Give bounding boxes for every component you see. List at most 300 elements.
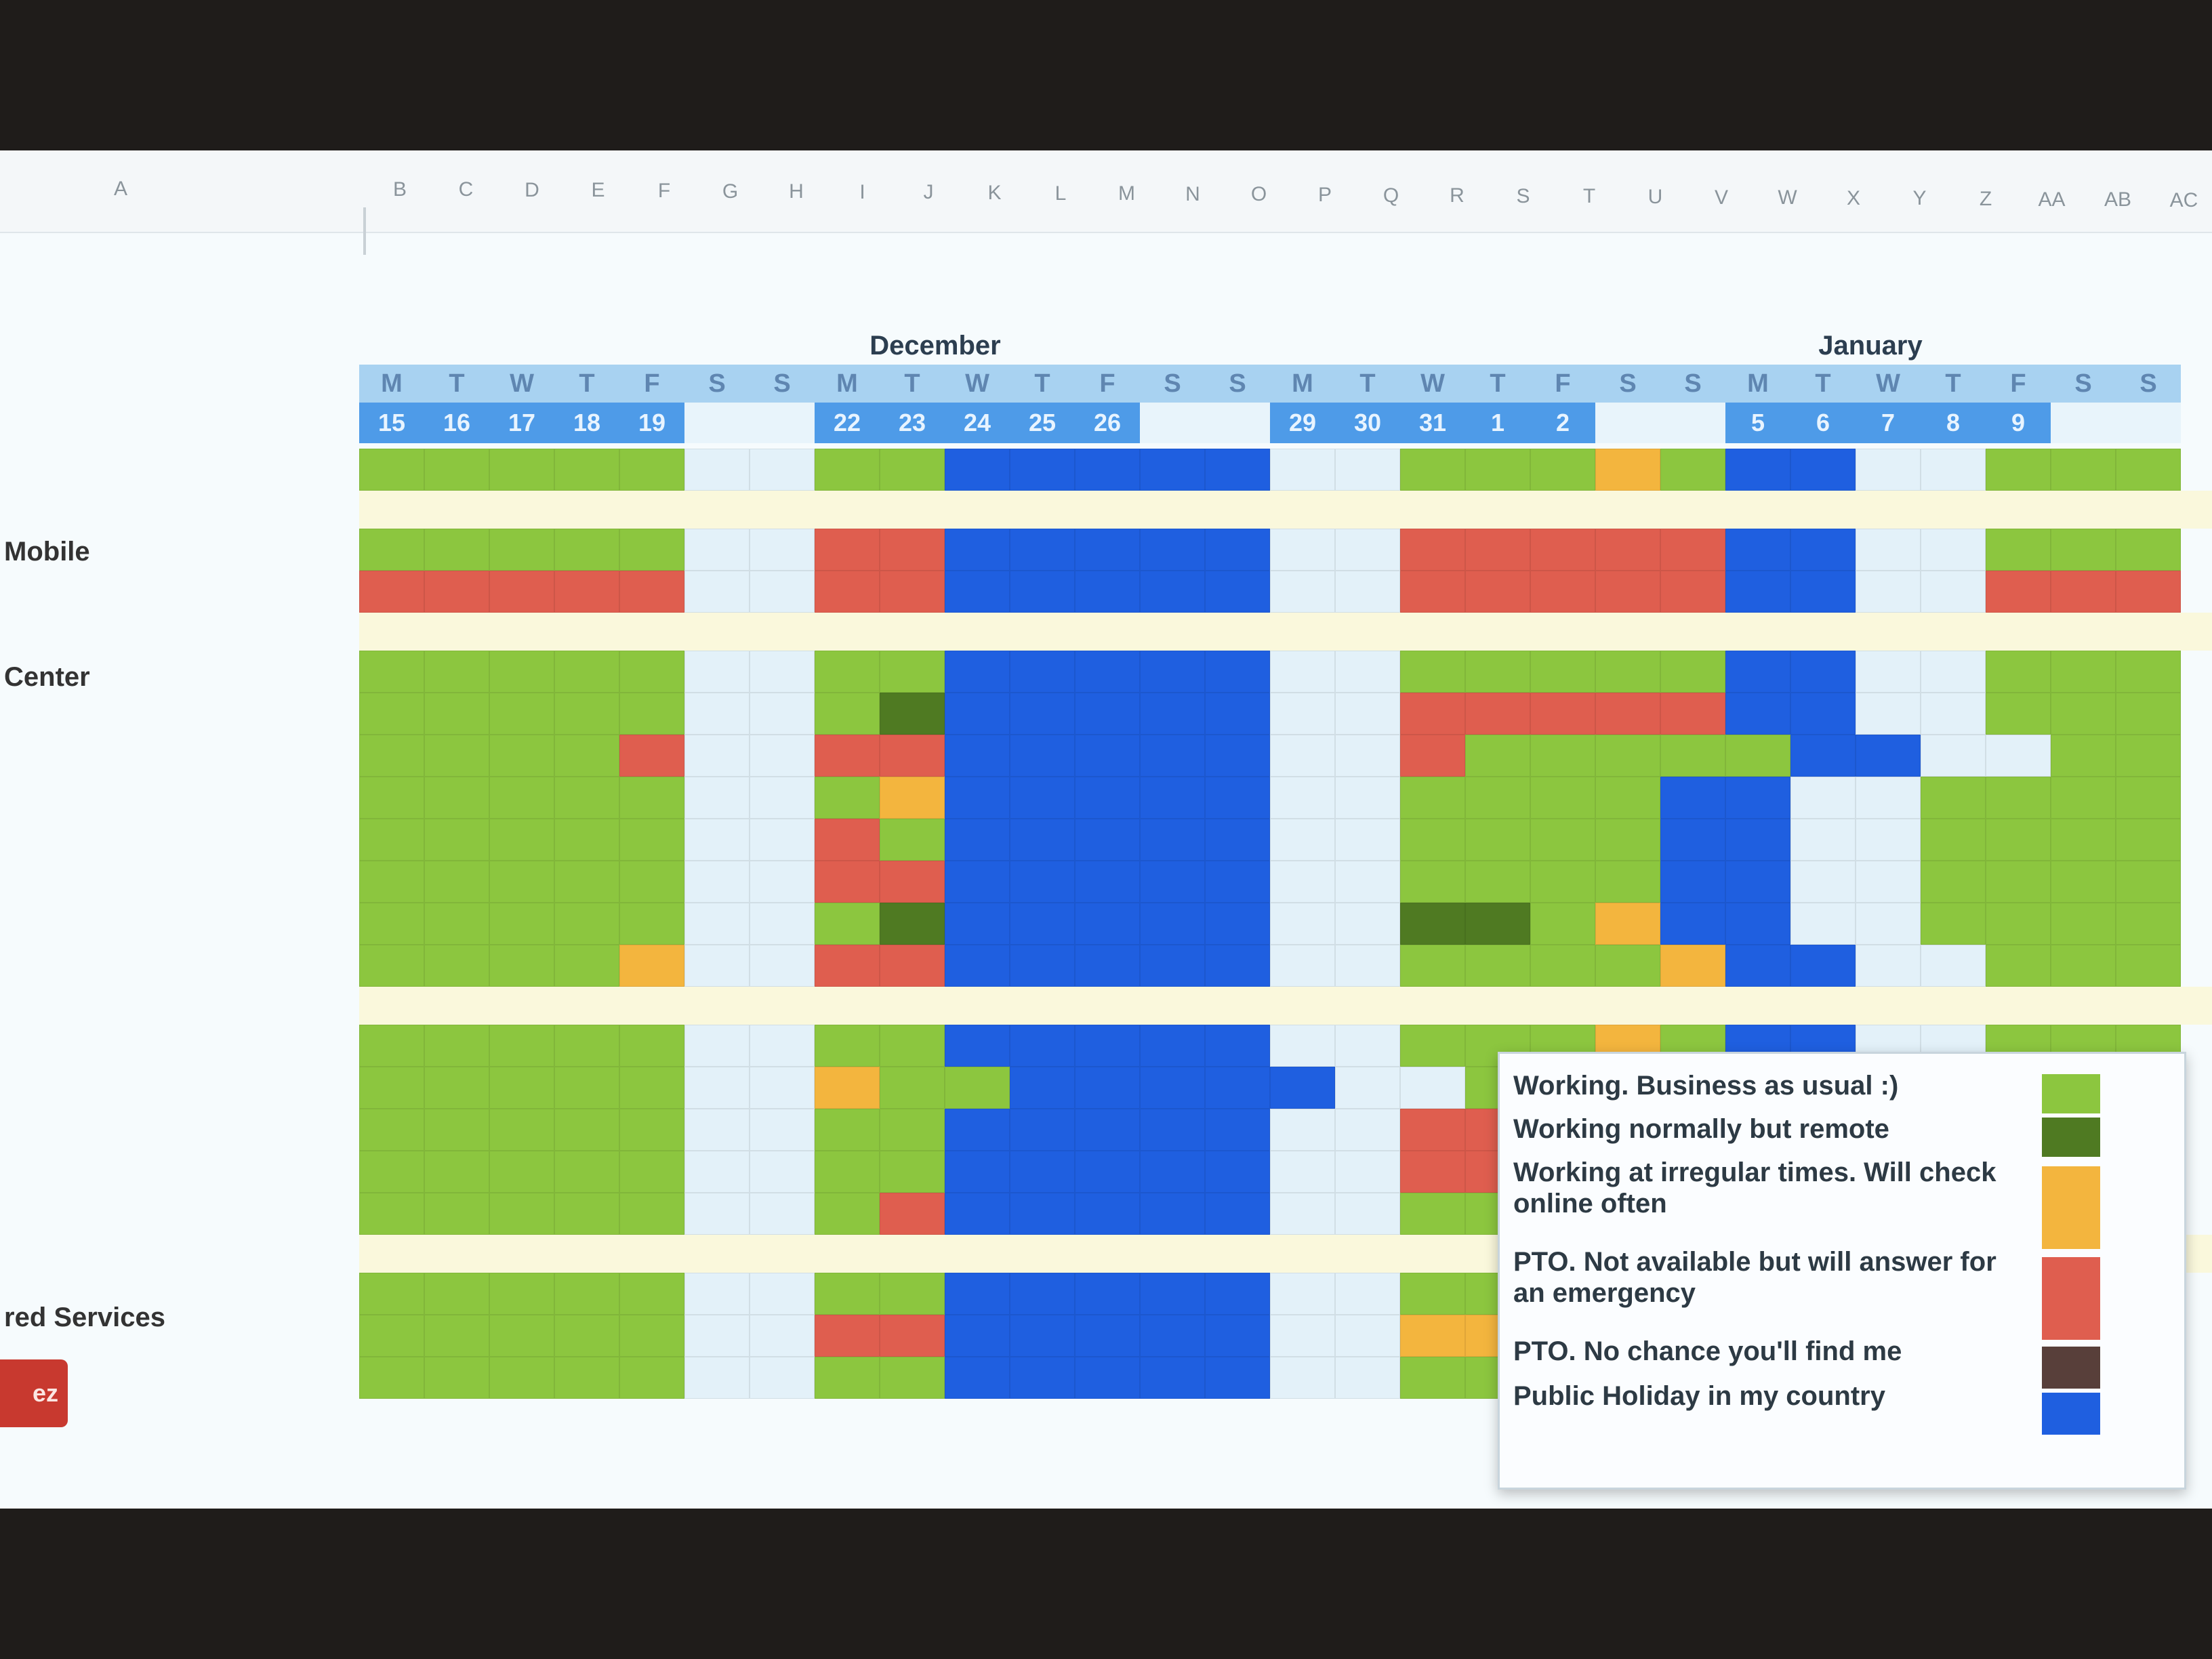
availability-cell[interactable] (945, 1025, 1010, 1067)
availability-cell[interactable] (945, 693, 1010, 735)
availability-cell[interactable] (1921, 571, 1986, 613)
availability-cell[interactable] (489, 1067, 554, 1109)
availability-cell[interactable] (424, 449, 489, 491)
availability-cell[interactable] (554, 1025, 619, 1067)
column-header-i[interactable]: I (859, 180, 865, 203)
column-header-a[interactable]: A (113, 178, 127, 200)
availability-cell[interactable] (489, 1109, 554, 1151)
availability-cell[interactable] (1400, 693, 1465, 735)
availability-cell[interactable] (750, 1109, 815, 1151)
availability-cell[interactable] (619, 861, 684, 903)
availability-cell[interactable] (880, 1273, 945, 1315)
availability-cell[interactable] (359, 1315, 424, 1357)
availability-cell[interactable] (2116, 945, 2181, 987)
availability-cell[interactable] (1465, 693, 1530, 735)
column-header-w[interactable]: W (1778, 186, 1797, 209)
availability-cell[interactable] (1725, 651, 1790, 693)
column-header-ac[interactable]: AC (2169, 188, 2198, 211)
availability-cell[interactable] (1465, 449, 1530, 491)
availability-cell[interactable] (880, 1067, 945, 1109)
availability-cell[interactable] (1660, 449, 1725, 491)
availability-cell[interactable] (945, 1357, 1010, 1399)
availability-cell[interactable] (1205, 1067, 1270, 1109)
availability-cell[interactable] (359, 1151, 424, 1193)
availability-cell[interactable] (1075, 1315, 1140, 1357)
availability-cell[interactable] (1790, 529, 1856, 571)
availability-cell[interactable] (424, 903, 489, 945)
availability-cell[interactable] (1660, 861, 1725, 903)
availability-cell[interactable] (424, 1025, 489, 1067)
availability-cell[interactable] (619, 1109, 684, 1151)
availability-cell[interactable] (1010, 449, 1075, 491)
availability-cell[interactable] (619, 1315, 684, 1357)
availability-cell[interactable] (1921, 945, 1986, 987)
availability-cell[interactable] (554, 1109, 619, 1151)
availability-cell[interactable] (1270, 1025, 1335, 1067)
availability-cell[interactable] (359, 1273, 424, 1315)
availability-cell[interactable] (1140, 945, 1205, 987)
availability-cell[interactable] (554, 571, 619, 613)
availability-cell[interactable] (684, 1357, 750, 1399)
availability-cell[interactable] (1725, 693, 1790, 735)
availability-cell[interactable] (359, 571, 424, 613)
availability-cell[interactable] (1725, 449, 1790, 491)
availability-cell[interactable] (815, 693, 880, 735)
availability-cell[interactable] (1921, 735, 1986, 777)
availability-cell[interactable] (1400, 651, 1465, 693)
availability-cell[interactable] (750, 1315, 815, 1357)
availability-cell[interactable] (1140, 651, 1205, 693)
availability-cell[interactable] (750, 693, 815, 735)
availability-cell[interactable] (489, 1315, 554, 1357)
availability-cell[interactable] (1335, 1109, 1400, 1151)
availability-cell[interactable] (1270, 1151, 1335, 1193)
availability-cell[interactable] (1530, 903, 1595, 945)
availability-cell[interactable] (945, 945, 1010, 987)
availability-cell[interactable] (1140, 1151, 1205, 1193)
availability-cell[interactable] (1790, 903, 1856, 945)
availability-cell[interactable] (815, 1067, 880, 1109)
availability-cell[interactable] (554, 651, 619, 693)
availability-cell[interactable] (815, 1109, 880, 1151)
availability-cell[interactable] (880, 1109, 945, 1151)
availability-cell[interactable] (684, 1109, 750, 1151)
availability-cell[interactable] (489, 819, 554, 861)
availability-cell[interactable] (1205, 1357, 1270, 1399)
availability-cell[interactable] (1270, 449, 1335, 491)
availability-cell[interactable] (1725, 529, 1790, 571)
availability-cell[interactable] (1921, 529, 1986, 571)
availability-cell[interactable] (1205, 777, 1270, 819)
availability-cell[interactable] (1595, 693, 1660, 735)
availability-cell[interactable] (684, 903, 750, 945)
availability-cell[interactable] (1595, 529, 1660, 571)
availability-cell[interactable] (815, 735, 880, 777)
availability-cell[interactable] (1790, 861, 1856, 903)
availability-cell[interactable] (945, 651, 1010, 693)
availability-cell[interactable] (880, 693, 945, 735)
availability-cell[interactable] (2116, 861, 2181, 903)
availability-cell[interactable] (554, 777, 619, 819)
availability-cell[interactable] (815, 1315, 880, 1357)
availability-cell[interactable] (1465, 529, 1530, 571)
availability-cell[interactable] (1205, 1273, 1270, 1315)
availability-cell[interactable] (1400, 945, 1465, 987)
availability-cell[interactable] (1790, 571, 1856, 613)
availability-cell[interactable] (554, 1357, 619, 1399)
availability-cell[interactable] (359, 449, 424, 491)
availability-cell[interactable] (359, 945, 424, 987)
availability-cell[interactable] (1270, 903, 1335, 945)
availability-cell[interactable] (1986, 651, 2051, 693)
availability-cell[interactable] (424, 651, 489, 693)
availability-cell[interactable] (1986, 693, 2051, 735)
availability-cell[interactable] (1400, 529, 1465, 571)
availability-cell[interactable] (1725, 861, 1790, 903)
availability-cell[interactable] (1530, 651, 1595, 693)
availability-cell[interactable] (619, 571, 684, 613)
availability-cell[interactable] (2116, 571, 2181, 613)
availability-cell[interactable] (750, 777, 815, 819)
availability-cell[interactable] (554, 529, 619, 571)
availability-cell[interactable] (1856, 735, 1921, 777)
availability-cell[interactable] (684, 945, 750, 987)
column-header-h[interactable]: H (789, 180, 804, 203)
availability-cell[interactable] (880, 1315, 945, 1357)
availability-cell[interactable] (684, 819, 750, 861)
availability-cell[interactable] (750, 1193, 815, 1235)
availability-cell[interactable] (1790, 945, 1856, 987)
availability-cell[interactable] (945, 571, 1010, 613)
column-header-z[interactable]: Z (1979, 188, 1992, 210)
column-header-u[interactable]: U (1647, 186, 1663, 208)
availability-cell[interactable] (1270, 735, 1335, 777)
availability-cell[interactable] (1205, 449, 1270, 491)
availability-cell[interactable] (1986, 449, 2051, 491)
availability-cell[interactable] (1010, 1273, 1075, 1315)
column-header-j[interactable]: J (923, 181, 934, 204)
availability-cell[interactable] (1335, 735, 1400, 777)
availability-cell[interactable] (1010, 571, 1075, 613)
availability-cell[interactable] (1010, 529, 1075, 571)
availability-cell[interactable] (1465, 861, 1530, 903)
availability-cell[interactable] (554, 819, 619, 861)
availability-cell[interactable] (619, 1357, 684, 1399)
availability-cell[interactable] (750, 819, 815, 861)
availability-cell[interactable] (1270, 861, 1335, 903)
availability-cell[interactable] (489, 571, 554, 613)
availability-cell[interactable] (1921, 861, 1986, 903)
availability-cell[interactable] (750, 1357, 815, 1399)
availability-cell[interactable] (1075, 1193, 1140, 1235)
column-header-v[interactable]: V (1714, 186, 1728, 209)
availability-cell[interactable] (1270, 777, 1335, 819)
availability-cell[interactable] (684, 1025, 750, 1067)
availability-cell[interactable] (554, 1151, 619, 1193)
availability-cell[interactable] (1205, 571, 1270, 613)
availability-cell[interactable] (1010, 1109, 1075, 1151)
availability-cell[interactable] (489, 1357, 554, 1399)
availability-cell[interactable] (815, 819, 880, 861)
availability-cell[interactable] (1986, 903, 2051, 945)
availability-cell[interactable] (1595, 903, 1660, 945)
availability-cell[interactable] (489, 735, 554, 777)
availability-cell[interactable] (684, 693, 750, 735)
availability-cell[interactable] (554, 861, 619, 903)
availability-cell[interactable] (1400, 1273, 1465, 1315)
column-header-d[interactable]: D (525, 178, 539, 201)
availability-cell[interactable] (359, 1025, 424, 1067)
availability-cell[interactable] (359, 903, 424, 945)
availability-cell[interactable] (1205, 861, 1270, 903)
availability-cell[interactable] (619, 903, 684, 945)
availability-cell[interactable] (424, 529, 489, 571)
availability-cell[interactable] (1075, 777, 1140, 819)
availability-cell[interactable] (1205, 529, 1270, 571)
availability-cell[interactable] (1335, 1315, 1400, 1357)
availability-cell[interactable] (1790, 693, 1856, 735)
availability-cell[interactable] (815, 1357, 880, 1399)
availability-cell[interactable] (945, 1273, 1010, 1315)
availability-cell[interactable] (359, 1357, 424, 1399)
availability-cell[interactable] (1856, 651, 1921, 693)
availability-cell[interactable] (1790, 651, 1856, 693)
availability-cell[interactable] (2051, 777, 2116, 819)
availability-cell[interactable] (1075, 449, 1140, 491)
availability-cell[interactable] (1335, 529, 1400, 571)
availability-cell[interactable] (880, 651, 945, 693)
availability-cell[interactable] (1270, 1315, 1335, 1357)
availability-cell[interactable] (1270, 1273, 1335, 1315)
column-header-n[interactable]: N (1185, 182, 1200, 205)
availability-cell[interactable] (945, 1067, 1010, 1109)
availability-cell[interactable] (424, 1151, 489, 1193)
availability-cell[interactable] (489, 777, 554, 819)
availability-cell[interactable] (1010, 651, 1075, 693)
availability-cell[interactable] (619, 735, 684, 777)
availability-cell[interactable] (815, 1025, 880, 1067)
availability-cell[interactable] (1660, 735, 1725, 777)
availability-cell[interactable] (1140, 1193, 1205, 1235)
availability-cell[interactable] (1010, 819, 1075, 861)
availability-cell[interactable] (1725, 571, 1790, 613)
availability-cell[interactable] (1595, 651, 1660, 693)
availability-cell[interactable] (619, 1067, 684, 1109)
availability-cell[interactable] (1465, 735, 1530, 777)
availability-cell[interactable] (945, 777, 1010, 819)
availability-cell[interactable] (684, 651, 750, 693)
availability-cell[interactable] (2051, 903, 2116, 945)
availability-cell[interactable] (1660, 945, 1725, 987)
availability-cell[interactable] (750, 735, 815, 777)
availability-cell[interactable] (554, 903, 619, 945)
availability-cell[interactable] (2051, 651, 2116, 693)
availability-cell[interactable] (1335, 693, 1400, 735)
availability-cell[interactable] (880, 1357, 945, 1399)
availability-cell[interactable] (1856, 693, 1921, 735)
availability-cell[interactable] (1595, 945, 1660, 987)
availability-cell[interactable] (1270, 945, 1335, 987)
availability-cell[interactable] (554, 945, 619, 987)
availability-cell[interactable] (880, 903, 945, 945)
availability-cell[interactable] (424, 571, 489, 613)
availability-cell[interactable] (1010, 735, 1075, 777)
availability-cell[interactable] (750, 651, 815, 693)
availability-cell[interactable] (1986, 777, 2051, 819)
availability-cell[interactable] (424, 1273, 489, 1315)
availability-cell[interactable] (1205, 819, 1270, 861)
availability-cell[interactable] (1335, 1193, 1400, 1235)
availability-cell[interactable] (1400, 1151, 1465, 1193)
availability-cell[interactable] (1530, 571, 1595, 613)
availability-cell[interactable] (1140, 903, 1205, 945)
availability-cell[interactable] (1075, 571, 1140, 613)
availability-cell[interactable] (945, 1151, 1010, 1193)
column-header-m[interactable]: M (1118, 182, 1135, 205)
availability-cell[interactable] (1335, 945, 1400, 987)
availability-cell[interactable] (1335, 1273, 1400, 1315)
availability-cell[interactable] (619, 1273, 684, 1315)
availability-cell[interactable] (1400, 861, 1465, 903)
availability-cell[interactable] (619, 651, 684, 693)
availability-cell[interactable] (684, 735, 750, 777)
availability-cell[interactable] (1010, 1151, 1075, 1193)
availability-cell[interactable] (815, 571, 880, 613)
availability-cell[interactable] (1986, 735, 2051, 777)
availability-cell[interactable] (1986, 819, 2051, 861)
availability-cell[interactable] (1140, 1025, 1205, 1067)
availability-cell[interactable] (2116, 449, 2181, 491)
availability-cell[interactable] (359, 819, 424, 861)
availability-cell[interactable] (1075, 819, 1140, 861)
availability-cell[interactable] (1856, 903, 1921, 945)
availability-cell[interactable] (1921, 777, 1986, 819)
availability-cell[interactable] (424, 1109, 489, 1151)
availability-cell[interactable] (1270, 819, 1335, 861)
availability-cell[interactable] (684, 1151, 750, 1193)
availability-cell[interactable] (1205, 1109, 1270, 1151)
availability-cell[interactable] (2051, 529, 2116, 571)
availability-cell[interactable] (1140, 1273, 1205, 1315)
availability-cell[interactable] (1921, 819, 1986, 861)
availability-cell[interactable] (1660, 903, 1725, 945)
availability-cell[interactable] (1986, 571, 2051, 613)
availability-cell[interactable] (1660, 777, 1725, 819)
availability-cell[interactable] (1010, 693, 1075, 735)
availability-cell[interactable] (815, 777, 880, 819)
row-action-button[interactable]: ez (0, 1359, 68, 1427)
availability-cell[interactable] (489, 1273, 554, 1315)
availability-cell[interactable] (1530, 945, 1595, 987)
availability-cell[interactable] (1205, 903, 1270, 945)
availability-cell[interactable] (684, 571, 750, 613)
availability-cell[interactable] (1335, 861, 1400, 903)
availability-cell[interactable] (684, 449, 750, 491)
availability-cell[interactable] (1010, 945, 1075, 987)
availability-cell[interactable] (619, 693, 684, 735)
availability-cell[interactable] (489, 1151, 554, 1193)
availability-cell[interactable] (815, 945, 880, 987)
availability-cell[interactable] (1660, 693, 1725, 735)
column-header-l[interactable]: L (1054, 182, 1067, 205)
availability-cell[interactable] (554, 449, 619, 491)
availability-cell[interactable] (750, 1273, 815, 1315)
availability-cell[interactable] (1986, 861, 2051, 903)
availability-cell[interactable] (1335, 571, 1400, 613)
availability-cell[interactable] (1465, 945, 1530, 987)
availability-cell[interactable] (1140, 1315, 1205, 1357)
availability-cell[interactable] (1010, 1357, 1075, 1399)
availability-cell[interactable] (1725, 735, 1790, 777)
availability-cell[interactable] (1465, 777, 1530, 819)
availability-cell[interactable] (1075, 1357, 1140, 1399)
column-header-aa[interactable]: AA (2038, 188, 2066, 211)
availability-cell[interactable] (359, 861, 424, 903)
availability-cell[interactable] (1075, 903, 1140, 945)
availability-cell[interactable] (489, 1193, 554, 1235)
availability-cell[interactable] (815, 529, 880, 571)
availability-cell[interactable] (1270, 693, 1335, 735)
availability-cell[interactable] (1075, 735, 1140, 777)
availability-cell[interactable] (2051, 693, 2116, 735)
availability-cell[interactable] (554, 693, 619, 735)
availability-cell[interactable] (945, 735, 1010, 777)
availability-cell[interactable] (1140, 735, 1205, 777)
availability-cell[interactable] (489, 861, 554, 903)
availability-cell[interactable] (1530, 693, 1595, 735)
column-header-k[interactable]: K (987, 182, 1002, 204)
availability-cell[interactable] (424, 735, 489, 777)
availability-cell[interactable] (880, 861, 945, 903)
availability-cell[interactable] (1335, 1357, 1400, 1399)
availability-cell[interactable] (1530, 819, 1595, 861)
availability-cell[interactable] (684, 529, 750, 571)
column-header-f[interactable]: F (657, 180, 671, 202)
availability-cell[interactable] (945, 861, 1010, 903)
availability-cell[interactable] (1660, 571, 1725, 613)
availability-cell[interactable] (1270, 651, 1335, 693)
availability-cell[interactable] (684, 1067, 750, 1109)
availability-cell[interactable] (880, 571, 945, 613)
availability-cell[interactable] (1530, 449, 1595, 491)
availability-cell[interactable] (1725, 903, 1790, 945)
availability-cell[interactable] (880, 1193, 945, 1235)
availability-cell[interactable] (1010, 1193, 1075, 1235)
availability-cell[interactable] (554, 1193, 619, 1235)
availability-cell[interactable] (684, 861, 750, 903)
availability-cell[interactable] (489, 1025, 554, 1067)
availability-cell[interactable] (1010, 1067, 1075, 1109)
availability-cell[interactable] (359, 529, 424, 571)
availability-cell[interactable] (2116, 693, 2181, 735)
availability-cell[interactable] (1335, 1151, 1400, 1193)
column-header-e[interactable]: E (591, 179, 605, 202)
availability-cell[interactable] (1595, 571, 1660, 613)
availability-cell[interactable] (2116, 903, 2181, 945)
availability-cell[interactable] (945, 819, 1010, 861)
availability-cell[interactable] (619, 945, 684, 987)
availability-cell[interactable] (1530, 861, 1595, 903)
column-header-x[interactable]: X (1846, 186, 1860, 209)
availability-cell[interactable] (1400, 903, 1465, 945)
availability-cell[interactable] (424, 861, 489, 903)
availability-cell[interactable] (880, 819, 945, 861)
availability-cell[interactable] (945, 449, 1010, 491)
availability-cell[interactable] (359, 1109, 424, 1151)
availability-cell[interactable] (1205, 651, 1270, 693)
availability-cell[interactable] (1140, 529, 1205, 571)
availability-cell[interactable] (1205, 1025, 1270, 1067)
